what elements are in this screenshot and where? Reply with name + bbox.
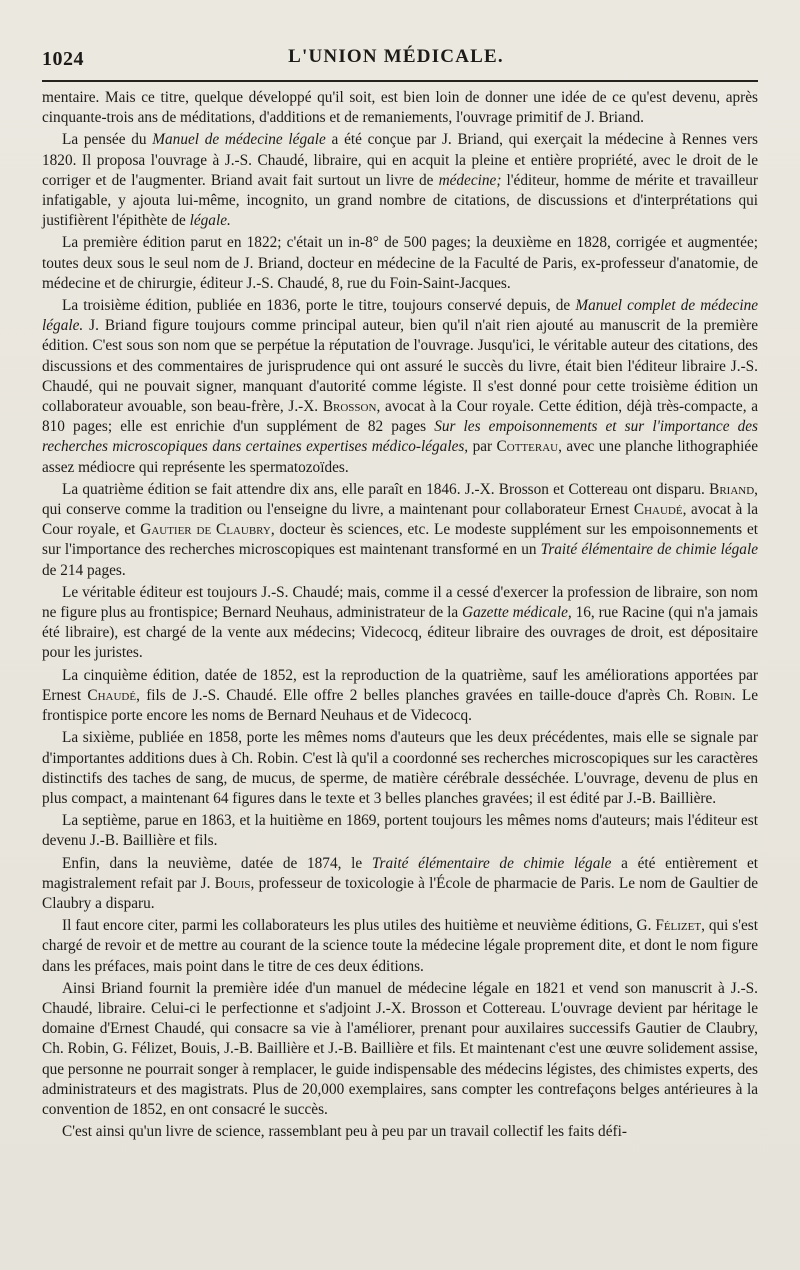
paragraph <box>42 296 758 478</box>
text-run: l'éditeur, homme de mérite et travailleur infatigable, y ajouta lui-même, incognito, un grand nombre de citations, de discussions et d'interprétations qui justifièrent l'épithète de <box>42 171 759 230</box>
small-caps-name: Bouis <box>214 874 251 892</box>
italic-text: Gazette médicale, <box>462 604 572 622</box>
paragraph <box>42 1122 758 1142</box>
small-caps-name: Robin <box>694 686 732 704</box>
italic-text: Traité élémentaire de chimie légale <box>540 541 758 559</box>
text-run: , avec une planche lithographiée assez médiocre qui représente les spermatozoïdes. <box>42 438 759 476</box>
paragraph <box>42 233 758 294</box>
text-run: La cinquième édition, datée de 1852, est la reproduction de la quatrième, sauf les améliorations apportées par Ernest <box>42 666 758 704</box>
small-caps-name: Cotterau <box>496 438 559 456</box>
text-run: , qui conserve comme la tradition ou l'enseigne du livre, a maintenant pour collaborateur Ernest <box>42 480 758 519</box>
text-run: a été entièrement et magistralement refait par J. <box>42 854 759 892</box>
paragraph <box>42 88 758 128</box>
text-run: , docteur ès sciences, etc. Le modeste supplément sur les empoisonnements et sur l'importance des recherches microscopiques est maintenant transformé en un <box>42 521 758 559</box>
text-run: , professeur de toxicologie à l'École de pharmacie de Paris. Le nom de Gaultier de Claubry a disparu. <box>42 874 759 912</box>
paragraph <box>42 666 758 727</box>
body-text <box>42 88 758 1144</box>
italic-text: Manuel de médecine légale <box>152 131 326 149</box>
page-header <box>42 46 750 76</box>
text-run: La pensée du <box>62 131 153 149</box>
text-run: La première édition parut en 1822; c'était un in-8° de 500 pages; la deuxième en 1828, corrigée et augmentée; toutes deux sous le seul nom de J. Briand, docteur en médecine de la Faculté de Paris, ex-professeur d'anatomie, de médecine et de chirurgie, éditeur J.-S. Chaudé, 8, rue du Foin-Saint-Jacques. <box>42 234 758 292</box>
small-caps-name: Briand <box>709 480 755 498</box>
text-run: , avocat à la Cour royale, et <box>42 501 758 539</box>
page-number: 1024 <box>42 48 84 70</box>
italic-text: Traité élémentaire de chimie légale <box>371 854 612 872</box>
text-run: a été conçue par J. Briand, qui exerçait la médecine à Rennes vers 1820. Il proposa l'ouvrage à J.-S. Chaudé, libraire, qui en acquit la pleine et entière propriété, avec le droit de le corriger et de l'augmenter. Briand avait fait surtout un livre de <box>42 131 759 189</box>
text-run: mentaire. Mais ce titre, quelque développé qu'il soit, est bien loin de donner une idée de ce qu'est devenu, après cinquante-trois ans de méditations, d'additions et de remaniements, l'ouvrage primitif de J. Briand. <box>42 89 758 127</box>
small-caps-name: Félizet <box>655 917 702 935</box>
text-run: C'est ainsi qu'un livre de science, rassemblant peu à peu par un travail collectif les faits défi- <box>62 1123 627 1141</box>
italic-text: médecine; <box>438 171 502 189</box>
italic-text: légale. <box>189 212 231 230</box>
text-run: par <box>468 438 497 456</box>
text-run: . Le frontispice porte encore les noms de Bernard Neuhaus et de Videcocq. <box>42 686 758 725</box>
italic-text: Sur les empoisonnements et sur l'importance des recherches microscopiques dans certaines expertises médico-légales, <box>42 418 759 456</box>
text-run: J. Briand figure toujours comme principal auteur, bien qu'il n'ait rien ajouté au manuscrit de la première édition. C'est sous son nom que se perpétue la réputation de l'ouvrage. Jusqu'ici, le véritable auteur des citations, des discussions et des commentaires de jurisprudence qui ont assuré le succès du livre, était bien l'éditeur libraire J.-S. Chaudé, qui ne pouvait signer, manquant d'autorité comme légiste. Il s'est donné pour cette troisième édition un collaborateur avouable, son beau-frère, J.-X. <box>42 317 758 416</box>
text-run: , qui s'est chargé de revoir et de mettre au courant de la science toute la médecine légale proprement dite, et dont le nom figure dans les préfaces, mais point dans le titre de ces deux éditions. <box>42 917 758 975</box>
text-run: Le véritable éditeur est toujours J.-S. Chaudé; mais, comme il a cessé d'exercer la profession de libraire, son nom ne figure plus au frontispice; Bernard Neuhaus, administrateur de la <box>42 583 758 622</box>
paragraph <box>42 854 758 915</box>
text-run: , avocat à la Cour royale. Cette édition, déjà très-compacte, a 810 pages; elle est enrichie d'un supplément de 82 pages <box>42 398 758 436</box>
paragraph <box>42 728 758 809</box>
text-run: La sixième, publiée en 1858, porte les mêmes noms d'auteurs que les deux précédentes, mais elle se signale par d'importantes additions dues à Ch. Robin. C'est là qu'il a coordonné ses recherches microscopiques sur les caractères distinctifs des taches de sang, de mucus, de sperme, de matière cérébrale desséchée. L'ouvrage, devenu de plus en plus compact, a maintenant 64 figures dans le texte et 3 belles planches gravées; il est édité par J.-B. Baillière. <box>42 729 758 807</box>
text-run: La quatrième édition se fait attendre dix ans, elle paraît en 1846. J.-X. Brosson et Cottereau ont disparu. <box>62 480 710 498</box>
small-caps-name: Gautier de Claubry <box>140 521 271 539</box>
text-run: Enfin, dans la neuvième, datée de 1874, le <box>62 854 372 872</box>
text-run: Ainsi Briand fournit la première idée d'un manuel de médecine légale en 1821 et vend son manuscrit à J.-S. Chaudé, libraire. Celui-ci le perfectionne et s'adjoint J.-X. Brosson et Cottereau. L'ouvrage devient par héritage le domaine d'Ernest Chaudé, qui consacre sa vie à l'améliorer, prenant pour auxilaires successifs Gautier de Claubry, Ch. Robin, G. Félizet, Bouis, J.-B. Baillière et J.-B. Baillière et fils. Et maintenant c'est une œuvre solidement assise, que personne ne pourrait songer à remplacer, le guide indispensable des médecins légistes, des chimistes experts, des administrateurs et des magistrats. Plus de 20,000 exemplaires, sans compter les contrefaçons belges antérieures à la convention de 1852, en ont consacré le succès. <box>42 979 758 1118</box>
paragraph <box>42 583 758 664</box>
paragraph <box>42 811 758 851</box>
small-caps-name: Brosson <box>322 398 377 416</box>
text-run: de 214 pages. <box>42 561 126 579</box>
small-caps-name: Chaudé <box>87 686 137 704</box>
text-run: Il faut encore citer, parmi les collaborateurs les plus utiles des huitième et neuvième éditions, G. <box>62 917 656 935</box>
text-run: 16, rue Racine (qui n'a jamais été libraire), est chargé de la vente aux médecins; Videcocq, éditeur libraire des ouvrages de droit, est dépositaire pour les juristes. <box>42 604 758 662</box>
paragraph <box>42 979 758 1120</box>
paragraph <box>42 916 758 977</box>
paragraph <box>42 130 758 231</box>
text-run: , fils de J.-S. Chaudé. Elle offre 2 belles planches gravées en taille-douce d'après Ch. <box>136 686 695 704</box>
paragraph <box>42 480 758 581</box>
running-title: L'UNION MÉDICALE. <box>288 46 504 67</box>
text-run: La septième, parue en 1863, et la huitième en 1869, portent toujours les mêmes noms d'auteurs; mais l'éditeur est devenu J.-B. Baillière et fils. <box>42 812 758 850</box>
header-rule <box>42 80 758 82</box>
small-caps-name: Chaudé <box>633 501 683 519</box>
italic-text: Manuel complet de médecine légale. <box>42 297 759 335</box>
text-run: La troisième édition, publiée en 1836, porte le titre, toujours conservé depuis, de <box>62 297 576 315</box>
